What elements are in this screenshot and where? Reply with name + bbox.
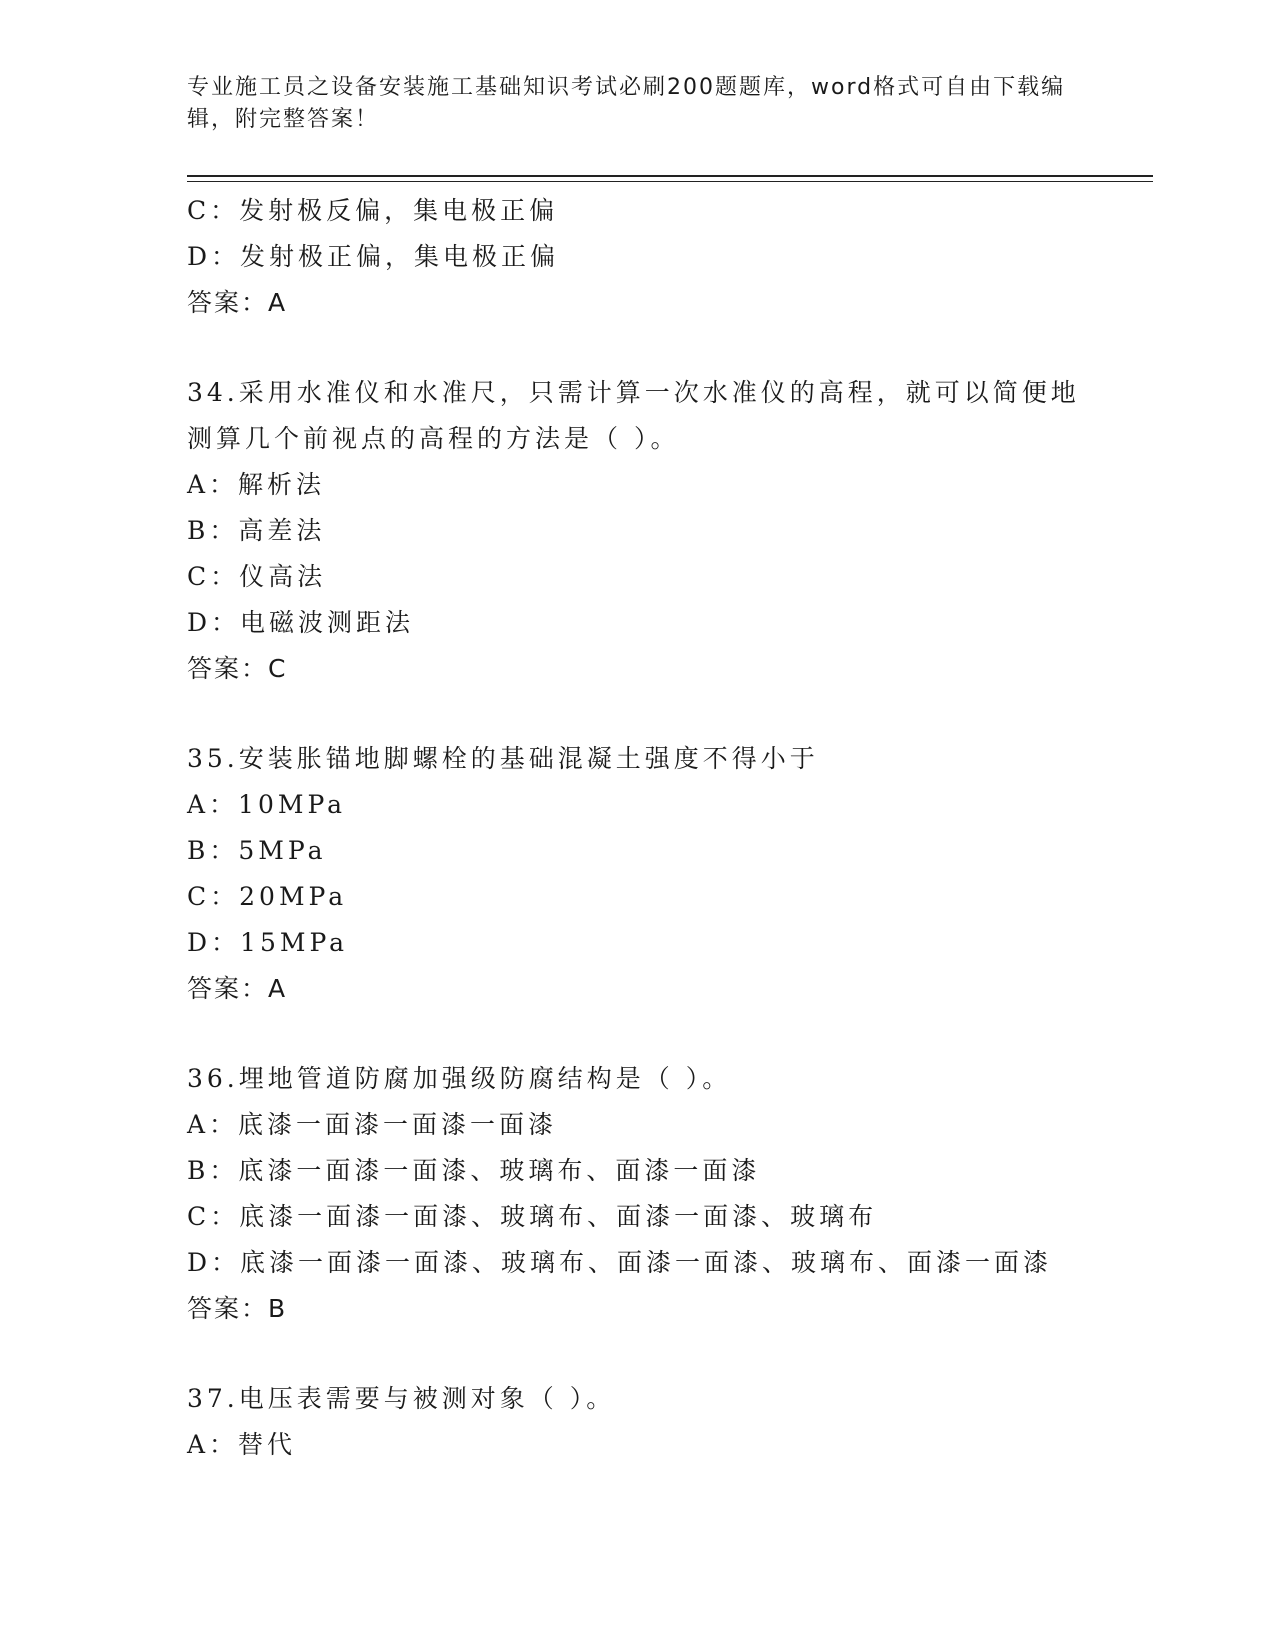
header-divider-thick: [187, 175, 1153, 177]
spacer: [187, 326, 1153, 370]
spacer: [187, 1012, 1153, 1056]
option-a: A：解析法: [187, 470, 326, 499]
option-b: B：高差法: [187, 516, 326, 545]
question-35: [187, 736, 1153, 1012]
spacer: [187, 1332, 1153, 1376]
question-34: [187, 370, 1153, 692]
page-header: [187, 72, 1087, 136]
question-33-continued: [187, 188, 1153, 326]
header-title: 专业施工员之设备安装施工基础知识考试必刷200题题库，word格式可自由下载编辑，附完整答案！: [187, 75, 1066, 132]
option-d: D：发射极正偏，集电极正偏: [187, 242, 560, 271]
option-c: C：发射极反偏，集电极正偏: [187, 196, 559, 225]
question-37: [187, 1376, 1153, 1468]
option-a: A：底漆一面漆一面漆一面漆: [187, 1110, 558, 1139]
spacer: [187, 692, 1153, 736]
question-stem-line: 37.电压表需要与被测对象（ ）。: [187, 1384, 616, 1413]
answer-line: 答案：A: [187, 974, 288, 1003]
question-stem-line: 测算几个前视点的高程的方法是（ ）。: [187, 424, 680, 453]
answer-line: 答案：A: [187, 288, 288, 317]
question-stem-line: 34.采用水准仪和水准尺，只需计算一次水准仪的高程，就可以简便地: [187, 378, 1080, 407]
option-c: C：20MPa: [187, 882, 348, 911]
option-d: D：15MPa: [187, 928, 349, 957]
question-stem-line: 36.埋地管道防腐加强级防腐结构是（ ）。: [187, 1064, 732, 1093]
option-b: B：5MPa: [187, 836, 327, 865]
question-stem-line: 35.安装胀锚地脚螺栓的基础混凝土强度不得小于: [187, 744, 819, 773]
question-36: [187, 1056, 1153, 1332]
option-c: C：底漆一面漆一面漆、玻璃布、面漆一面漆、玻璃布: [187, 1202, 878, 1231]
option-c: C：仪高法: [187, 562, 327, 591]
option-d: D：电磁波测距法: [187, 608, 415, 637]
answer-line: 答案：C: [187, 654, 288, 683]
document-body: [187, 188, 1153, 1468]
header-divider-thin: [187, 181, 1153, 182]
option-d: D：底漆一面漆一面漆、玻璃布、面漆一面漆、玻璃布、面漆一面漆: [187, 1248, 1053, 1277]
option-a: A：替代: [187, 1430, 297, 1459]
option-b: B：底漆一面漆一面漆、玻璃布、面漆一面漆: [187, 1156, 761, 1185]
answer-line: 答案：B: [187, 1294, 288, 1323]
option-a: A：10MPa: [187, 790, 347, 819]
